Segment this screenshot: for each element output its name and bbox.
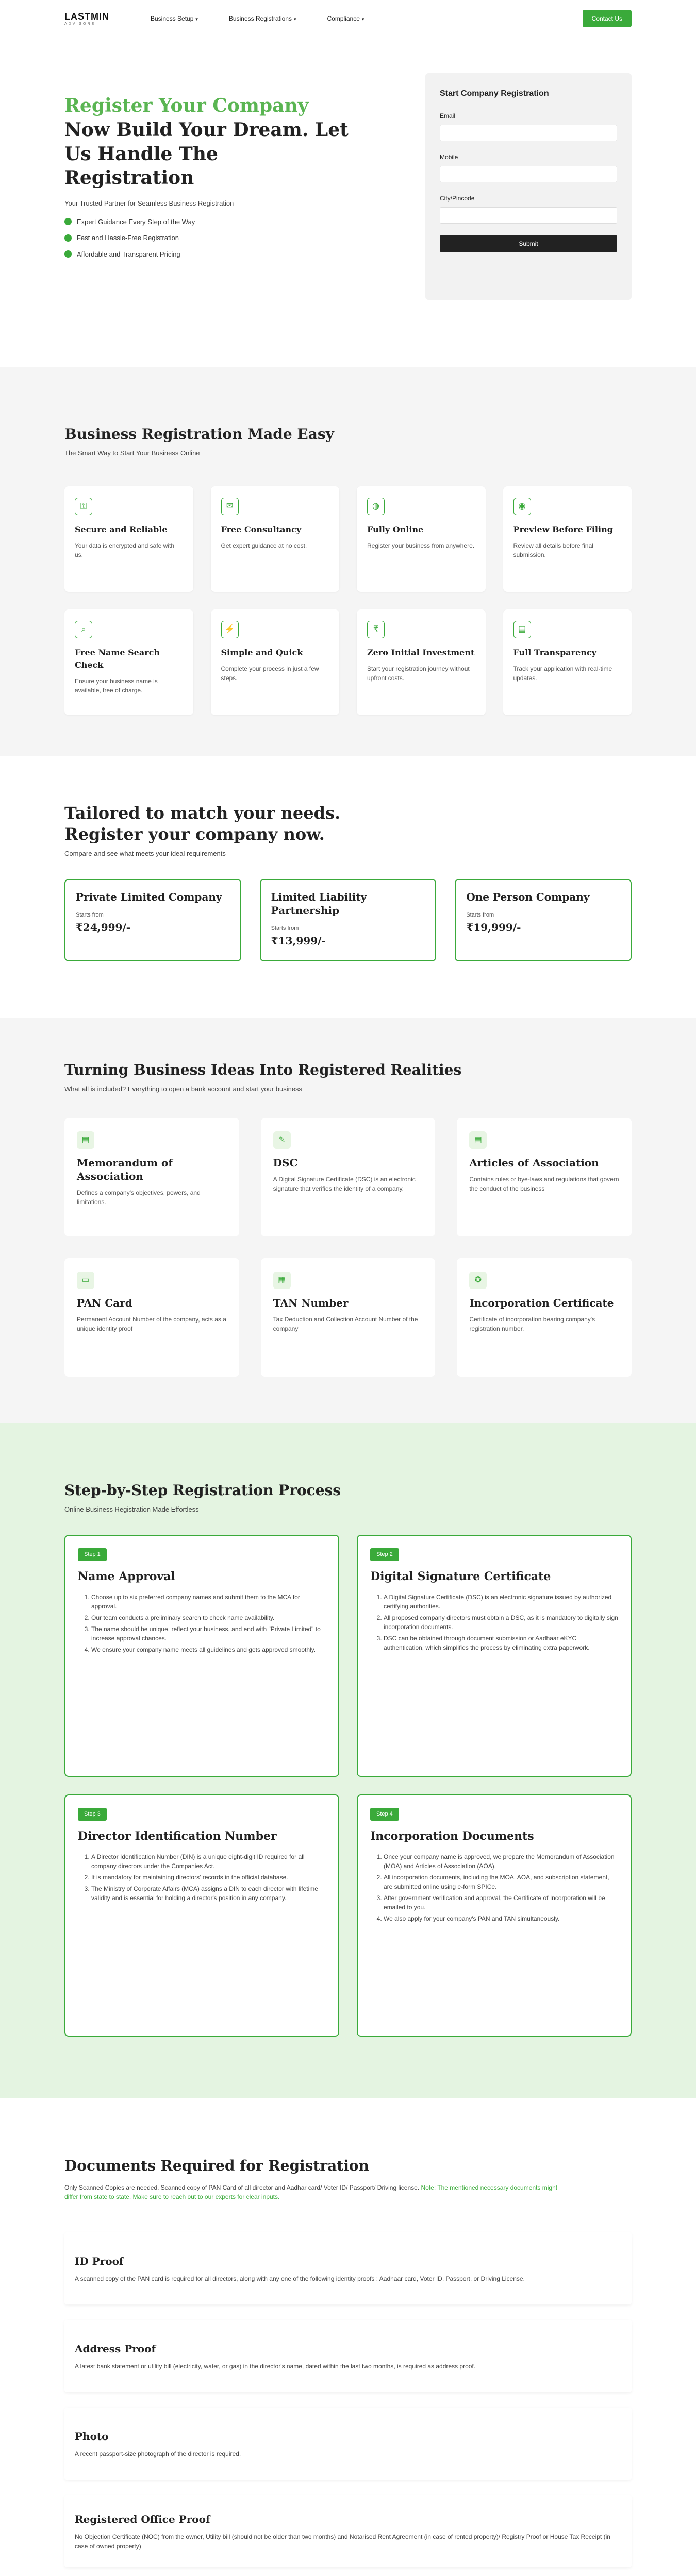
menu-business-registrations[interactable]	[229, 14, 296, 23]
document-desc: A scanned copy of the PAN card is required for all directors, along with any one of the following identity proofs : Aadhaar card, Voter ID, Passport, or Driving License.	[75, 2275, 525, 2283]
step-title: Incorporation Documents	[370, 1829, 534, 1843]
section-title: Step-by-Step Registration Process	[64, 1481, 341, 1499]
feature-card	[211, 609, 340, 715]
hero-title-rest: Now Build Your Dream. Let Us Handle The Registration	[64, 118, 349, 189]
step-badge: Step 1	[78, 1548, 107, 1561]
document-item	[64, 2320, 632, 2392]
step-card	[357, 1794, 632, 2037]
globe-icon: ◍	[367, 498, 385, 515]
section-subtitle: The Smart Way to Start Your Business Online	[64, 449, 200, 457]
section-title: Turning Business Ideas Into Registered Realities	[64, 1061, 462, 1079]
card-desc: Ensure your business name is available, free of charge.	[75, 677, 158, 694]
email-field[interactable]	[440, 125, 617, 141]
section-subtitle: Online Business Registration Made Effortless	[64, 1505, 199, 1513]
document-title: Registered Office Proof	[75, 2513, 210, 2526]
card-title: Memorandum of Association	[77, 1156, 173, 1182]
card-title: Preview Before Filing	[513, 524, 613, 534]
email-label: Email	[440, 112, 456, 120]
card-title: Secure and Reliable	[75, 524, 168, 534]
check-icon	[64, 234, 72, 242]
starts-from: Starts from	[466, 912, 494, 919]
plan-title: Private Limited Company	[76, 891, 222, 904]
card-title: Zero Initial Investment	[367, 647, 475, 657]
bullet-text: Expert Guidance Every Step of the Way	[77, 217, 195, 226]
card-desc: Complete your process in just a few steps.	[221, 665, 319, 682]
plan-title: Limited Liability Partnership	[271, 891, 367, 917]
card-desc: Review all details before final submission.	[513, 541, 593, 558]
chevron-down-icon: ▾	[361, 16, 364, 22]
card-title: Fully Online	[367, 524, 424, 534]
document-title: Address Proof	[75, 2343, 156, 2355]
pricing-grid	[64, 879, 632, 961]
plan-price: ₹24,999/-	[76, 921, 131, 934]
logo-text: LASTMIN	[64, 11, 109, 22]
hero-bullet	[64, 249, 353, 260]
hero-text	[64, 94, 353, 300]
document-desc: No Objection Certificate (NOC) from the owner, Utility bill (should not be older than two months) and Notarised Rent Agreement (in case of rented property)/ Registry Proof or House Tax Receipt (in case of owned property)	[75, 2533, 610, 2550]
step-badge: Step 2	[370, 1548, 399, 1561]
step-item: 4. We also apply for your company's PAN and TAN simultaneously.	[384, 1914, 618, 1923]
document-icon: ▤	[469, 1131, 487, 1149]
card-desc: Track your application with real-time updates.	[513, 665, 612, 682]
step-item: 1. Choose up to six preferred company names and submit them to the MCA for approval.	[91, 1592, 326, 1611]
card-desc: Defines a company's objectives, powers, and limitations.	[77, 1189, 201, 1206]
step-card	[357, 1535, 632, 1777]
chevron-down-icon: ▾	[195, 16, 198, 22]
card-title: Simple and Quick	[221, 647, 303, 657]
step-title: Name Approval	[78, 1569, 175, 1583]
search-icon: ⌕	[75, 621, 92, 638]
eye-icon: ◉	[513, 498, 531, 515]
step-item: 3. The Ministry of Corporate Affairs (MCA) assigns a DIN to each director with lifetime validity and is essential for holding a director's position in any company.	[91, 1884, 326, 1903]
mobile-label: Mobile	[440, 154, 458, 161]
feature-card	[64, 486, 193, 592]
document-item	[64, 2495, 632, 2567]
card-desc: Register your business from anywhere.	[367, 541, 475, 549]
card-desc: Get expert guidance at no cost.	[221, 541, 307, 549]
main-menu	[151, 14, 364, 23]
step-item: 1. Once your company name is approved, we prepare the Memorandum of Association (MOA) and Articles of Association (AOA).	[384, 1852, 618, 1871]
registration-form	[425, 73, 632, 300]
documents-list	[64, 2232, 632, 2567]
card-title: Full Transparency	[513, 647, 596, 657]
plan-title: One Person Company	[466, 891, 590, 904]
starts-from: Starts from	[271, 925, 299, 932]
chevron-down-icon: ▾	[293, 16, 296, 22]
contact-us-button[interactable]: Contact Us	[583, 10, 632, 27]
step-title: Digital Signature Certificate	[370, 1569, 551, 1583]
menu-compliance[interactable]	[327, 14, 364, 23]
bullet-text: Affordable and Transparent Pricing	[77, 250, 180, 258]
menu-label: Compliance	[327, 15, 360, 22]
rupee-icon: ₹	[367, 621, 385, 638]
document-desc: A latest bank statement or utility bill (electricity, water, or gas) in the director's name, dated within the last two months, is required as address proof.	[75, 2363, 476, 2370]
document-item	[64, 2408, 632, 2480]
logo-sub: ADVISORE	[64, 22, 96, 26]
check-icon	[64, 250, 72, 258]
receipt-icon: ▦	[273, 1272, 291, 1289]
document-title: Photo	[75, 2430, 109, 2443]
hero-title-green: Register Your Company	[64, 95, 309, 116]
id-card-icon: ▭	[77, 1272, 94, 1289]
lightning-icon: ⚡	[221, 621, 239, 638]
steps-grid	[64, 1535, 632, 2037]
menu-label: Business Registrations	[228, 15, 292, 22]
step-card	[64, 1535, 339, 1777]
included-card	[261, 1258, 436, 1377]
step-item: 1. A Director Identification Number (DIN) is a unique eight-digit ID required for all company directors under the Companies Act.	[91, 1852, 326, 1871]
city-label: City/Pincode	[440, 195, 475, 202]
bullet-text: Fast and Hassle-Free Registration	[77, 234, 179, 242]
step-item: 3. DSC can be obtained through document submission or Aadhaar eKYC authentication, which simplifies the process by eliminating extra paperwork.	[384, 1634, 618, 1652]
card-desc: Tax Deduction and Collection Account Number of the company	[273, 1315, 418, 1332]
step-item: 1. A Digital Signature Certificate (DSC) is an electronic signature issued by authorized certifying authorities.	[384, 1592, 618, 1611]
step-item: 2. All incorporation documents, including the MOA, AOA, and subscription statement, are submitted online using e-form SPICe.	[384, 1873, 618, 1891]
steps-section	[0, 1423, 696, 2099]
step-item: 2. It is mandatory for maintaining directors' records in the official database.	[91, 1873, 326, 1882]
pricing-section	[0, 756, 696, 1019]
step-item: 2. All proposed company directors must obtain a DSC, as it is mandatory to digitally sign incorporation documents.	[384, 1613, 618, 1632]
card-title: PAN Card	[77, 1296, 132, 1309]
card-desc: Your data is encrypted and safe with us.	[75, 541, 175, 558]
step-item: 4. We ensure your company name meets all guidelines and gets approved smoothly.	[91, 1645, 326, 1654]
included-card	[64, 1118, 239, 1236]
step-badge: Step 4	[370, 1808, 399, 1821]
menu-business-setup[interactable]	[151, 14, 198, 23]
included-card	[64, 1258, 239, 1377]
card-desc: Certificate of incorporation bearing company's registration number.	[469, 1315, 595, 1332]
note-text: Only Scanned Copies are needed. Scanned copy of PAN Card of all director and Aadhar card/ Voter ID/ Passport/ Driving license.	[64, 2184, 420, 2192]
card-desc: Start your registration journey without upfront costs.	[367, 665, 470, 682]
document-desc: A recent passport-size photograph of the director is required.	[75, 2450, 241, 2458]
section-title: Documents Required for Registration	[64, 2157, 369, 2175]
lock-icon: ⚿	[75, 498, 92, 515]
document-title: ID Proof	[75, 2255, 124, 2268]
mobile-field[interactable]	[440, 166, 617, 182]
feature-card	[64, 609, 193, 715]
note-green: Note: The mentioned necessary documents might differ from state to state. Make sure to reach out to our experts for clear inputs.	[64, 2184, 558, 2201]
step-badge: Step 3	[78, 1808, 107, 1821]
document-icon: ▤	[513, 621, 531, 638]
step-card	[64, 1794, 339, 2037]
hero-tagline: Your Trusted Partner for Seamless Business Registration	[64, 199, 234, 208]
card-desc: A Digital Signature Certificate (DSC) is an electronic signature that verifies the identity of a company.	[273, 1175, 416, 1192]
hero-bullets	[64, 217, 353, 260]
card-desc: Permanent Account Number of the company, acts as a unique identity proof	[77, 1315, 226, 1332]
pricing-card[interactable]	[455, 879, 632, 961]
certificate-icon: ✪	[469, 1272, 487, 1289]
card-title: Free Consultancy	[221, 524, 302, 534]
hero-bullet	[64, 217, 353, 227]
step-list	[370, 1852, 618, 1923]
title-line: Tailored to match your needs.	[64, 803, 341, 823]
included-grid	[64, 1118, 632, 1377]
documents-note	[64, 2183, 570, 2201]
feature-card	[503, 486, 632, 592]
step-list	[78, 1592, 326, 1654]
hero-bullet	[64, 233, 353, 243]
title-line: Register your company now.	[64, 824, 325, 844]
top-nav	[0, 0, 696, 37]
card-title: Articles of Association	[469, 1156, 599, 1169]
step-list	[78, 1852, 326, 1903]
section-subtitle: Compare and see what meets your ideal requirements	[64, 849, 226, 857]
document-item	[64, 2232, 632, 2304]
card-desc: Contains rules or bye-laws and regulations that govern the conduct of the business	[469, 1175, 619, 1192]
city-field[interactable]	[440, 207, 617, 224]
chat-icon: ✉	[221, 498, 239, 515]
signature-icon: ✎	[273, 1131, 291, 1149]
hero-title	[64, 94, 353, 190]
submit-button[interactable]: Submit	[440, 235, 617, 252]
card-title: Incorporation Certificate	[469, 1296, 614, 1309]
plan-price: ₹19,999/-	[466, 921, 521, 934]
pricing-card[interactable]	[260, 879, 437, 961]
form-title: Start Company Registration	[440, 89, 549, 98]
section-title	[64, 803, 632, 845]
included-card	[457, 1118, 632, 1236]
step-item: 3. After government verification and approval, the Certificate of Incorporation will be emailed to you.	[384, 1893, 618, 1912]
menu-label: Business Setup	[151, 15, 194, 22]
hero-section	[0, 37, 696, 367]
step-item: 3. The name should be unique, reflect your business, and end with "Private Limited" to increase approval chances.	[91, 1624, 326, 1643]
starts-from: Starts from	[76, 912, 104, 919]
feature-card	[357, 609, 486, 715]
plan-price: ₹13,999/-	[271, 934, 326, 947]
section-subtitle: What all is included? Everything to open a bank account and start your business	[64, 1085, 303, 1093]
card-title: TAN Number	[273, 1296, 349, 1309]
feature-card	[211, 486, 340, 592]
document-icon: ▤	[77, 1131, 94, 1149]
pricing-card[interactable]	[64, 879, 241, 961]
section-title: Business Registration Made Easy	[64, 426, 334, 443]
card-title: Free Name Search Check	[75, 647, 160, 670]
feature-grid	[64, 486, 632, 715]
easy-section	[0, 367, 696, 756]
step-list	[370, 1592, 618, 1652]
check-icon	[64, 218, 72, 225]
ideas-section	[0, 1018, 696, 1423]
included-card	[261, 1118, 436, 1236]
documents-section	[0, 2098, 696, 2576]
feature-card	[503, 609, 632, 715]
feature-card	[357, 486, 486, 592]
step-item: 2. Our team conducts a preliminary search to check name availability.	[91, 1613, 326, 1622]
card-title: DSC	[273, 1156, 298, 1169]
step-title: Director Identification Number	[78, 1829, 277, 1843]
logo[interactable]	[64, 12, 109, 26]
included-card	[457, 1258, 632, 1377]
